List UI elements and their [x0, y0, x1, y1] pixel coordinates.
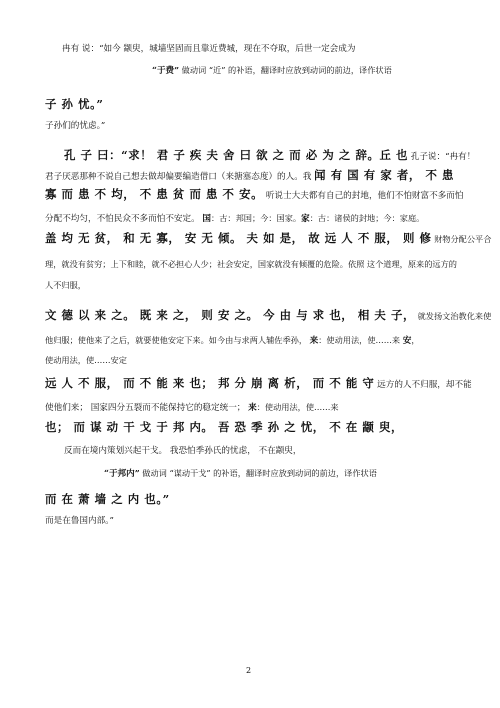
line-9 [45, 229, 491, 245]
line-16 [45, 397, 339, 413]
text-segment: 孔 子 曰：“求！ 君 子 疾 夫 舍 曰 欲 之 而 必 为 之 辞。丘 也 [64, 148, 408, 162]
text-segment: “于邦内” [104, 469, 140, 479]
text-segment: 他归服；使他来了之后，就要使他安定下来。如今由与求两人辅佐季孙， [45, 335, 310, 345]
text-segment: ：古：诸侯的封地；今：家庭。 [309, 213, 425, 223]
text-segment: ：古：邦国；今：国家。 [211, 213, 302, 223]
text-segment: 财物分配公平合 [431, 234, 492, 244]
text-segment: 来 [248, 403, 257, 413]
text-segment: 分配不均匀，不怕民众不多而怕不安定。 [45, 214, 203, 224]
line-6 [45, 166, 454, 182]
text-segment: 安 [402, 336, 412, 346]
line-20 [45, 490, 170, 506]
text-segment: 君子厌恶那种不说自己想去做却偏要编造借口（来搪塞态度）的人。我 [45, 172, 315, 182]
line-5 [64, 146, 475, 162]
text-segment: 闻 有 国 有 家 者， 不 患 [314, 168, 455, 182]
text-segment: 使动用法，使……安定 [45, 355, 127, 365]
text-segment: 做动词 “近” 的补语，翻译时应放到动词的前边，译作状语 [179, 65, 392, 75]
text-segment: 来 [309, 336, 319, 346]
page-number: 2 [246, 666, 252, 675]
line-8 [45, 208, 424, 224]
text-segment: 孔子说：“冉有！ [408, 152, 476, 162]
text-segment: 子孙们的忧虑。” [45, 121, 106, 131]
text-segment: 寡 而 患 不 均， 不 患 贫 而 患 不 安。 [45, 187, 264, 201]
line-11 [45, 275, 86, 291]
text-segment: 就发扬文治教化来使 [414, 311, 492, 321]
text-segment: 文 德 以 来 之。 既 来 之， 则 安 之。 今 由 与 求 也， 相 夫 子， [45, 308, 415, 322]
text-segment: 人不归服， [45, 280, 86, 290]
line-3 [45, 95, 104, 111]
text-segment: 远方的人不归服，却不能 [374, 380, 472, 390]
text-segment: 家 [301, 214, 310, 224]
line-12 [45, 306, 491, 322]
text-segment: 做动词 “谋动干戈” 的补语，翻译时应放到动词的前边，译作状语 [139, 468, 377, 478]
text-segment: 反而在境内策划兴起干戈。 我恐怕季孙氏的忧虑， 不在颛臾， [64, 446, 302, 456]
text-segment: 理，就没有贫穷；上下和睦，就不必担心人少；社会安定，国家就没有倾覆的危险。依照 这个道理，原来的远方的 [45, 259, 457, 269]
text-segment: ， [411, 335, 420, 345]
text-segment: 而是在鲁国内部。” [45, 516, 114, 526]
text-segment: 而 在 萧 墙 之 内 也。” [45, 492, 170, 506]
line-21 [45, 510, 114, 526]
line-10 [45, 254, 457, 270]
line-14 [45, 350, 127, 366]
line-2 [152, 60, 392, 76]
line-18 [64, 440, 302, 456]
line-19 [104, 463, 377, 479]
line-15 [45, 374, 472, 390]
text-segment: “于费” [152, 66, 180, 76]
line-7 [45, 185, 463, 201]
text-segment: 盖 均 无 贫， 和 无 寡， 安 无 倾。 夫 如 是， 故 远 人 不 服， 则 修 [45, 231, 432, 245]
text-segment: 远 人 不 服， 而 不 能 来 也； 邦 分 崩 离 析， 而 不 能 守 [45, 376, 375, 390]
line-13 [45, 330, 420, 346]
line-17 [45, 418, 403, 434]
text-segment: 冉有 说：“如今 颛臾，城墙坚固而且靠近费城，现在不夺取，后世一定会成为 [62, 44, 356, 54]
text-segment: 使他们来； 国家四分五裂而不能保持它的稳定统一； [45, 403, 249, 413]
text-segment: 国 [202, 214, 212, 224]
text-segment: ：使动用法，使……来 [318, 335, 403, 345]
text-segment: 也； 而 谋 动 干 戈 于 邦 内。 吾 恐 季 孙 之 忧， 不 在 颛 臾， [45, 420, 403, 434]
text-segment: ：使动用法，使……来 [256, 402, 339, 412]
text-segment: 听说士大夫都有自己的封地，他们不怕财富不多而怕 [263, 191, 464, 201]
text-segment: 子 孙 忧。” [45, 97, 104, 111]
line-4 [45, 115, 105, 131]
line-1 [62, 38, 355, 54]
